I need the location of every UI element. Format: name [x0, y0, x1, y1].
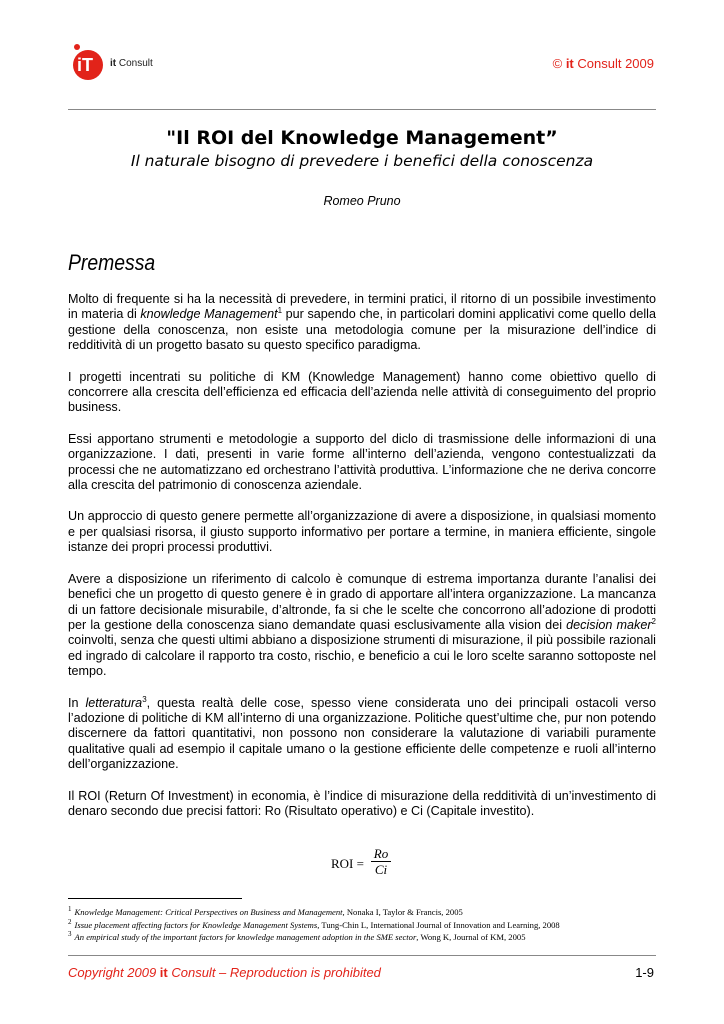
- document-author: Romeo Pruno: [323, 194, 401, 208]
- footnote-ref-2: 2: [651, 616, 656, 626]
- logo-mark: iT: [77, 55, 93, 75]
- footnote-divider: [68, 898, 242, 899]
- p6-emphasis: letteratura: [85, 695, 143, 710]
- formula-numerator: Ro: [371, 846, 391, 862]
- formula-fraction: [371, 846, 391, 878]
- logo-circle: [73, 50, 103, 80]
- paragraph-3: Essi apportano strumenti e metodologie a supporto del diclo di trasmissione delle informazioni di una organizzazione. I dati, presenti in varie forme all’interno dell’azienda, vengono contestualizzati da processi che ne automatizzano ed orchestrano l’attività produttiva. L’informazione che ne deriva concorre alla crescita del patrimonio di conoscenza aziendale.: [68, 431, 656, 493]
- footnote-1: [68, 906, 668, 919]
- p5-text-a: Avere a disposizione un riferimento di calcolo è comunque di estrema importanza durante l’analisi dei benefici che un progetto di questo genere è in grado di apportare all’intera organizzazione. La mancanza di un fattore decisionale misurabile, d’altronde, fa si che le scelte che concorrono all’adozione di prodotti per la gestione della conoscenza siano demandate quasi esclusivamente alla vision dei: [68, 571, 656, 632]
- formula-denominator: Ci: [374, 862, 388, 877]
- header-divider: [68, 109, 656, 110]
- paragraph-7: Il ROI (Return Of Investment) in economia, è l’indice di misurazione della redditività di un’investimento di denaro secondo due precisi fattori: Ro (Risultato operativo) e Ci (Capitale investito).: [68, 788, 656, 818]
- footnote-ref-3: 3: [142, 694, 147, 704]
- footnote-2: [68, 919, 668, 932]
- copyright-rest: Consult 2009: [573, 56, 654, 71]
- p1-text-b: pur sapendo che, in particolari domini applicativi come quello della gestione della conoscenza, non esiste una metodologia comune per la misurazione dell’indice di redditività di un progetto basato su questo specifico paradigma.: [68, 307, 656, 353]
- footnote-3-source: , Wong K, Journal of KM, 2005: [416, 932, 526, 942]
- p1-text-a: Molto di frequente si ha la necessità di prevedere, in termini pratici, il ritorno di un possibile investimento in materia di: [68, 292, 656, 322]
- logo-brand-rest: Consult: [116, 58, 153, 69]
- footnote-2-source: , Tung-Chin L, International Journal of Innovation and Learning, 2008: [317, 919, 560, 930]
- header-copyright: [553, 56, 654, 71]
- logo-brand-bold: it: [110, 58, 117, 69]
- footnote-2-title: Issue placement affecting factors for Knowledge Management Systems: [74, 919, 318, 930]
- paragraph-6: [68, 696, 656, 773]
- logo-dot: [74, 44, 80, 50]
- paragraph-1: [68, 292, 656, 354]
- footnote-3: [68, 931, 668, 944]
- footer-copy-a: Copyright 2009: [68, 965, 160, 980]
- section-title: Premessa: [68, 250, 156, 275]
- it-consult-logo: [70, 44, 170, 84]
- footnote-2-num: 2: [68, 917, 72, 926]
- formula-lhs: ROI =: [331, 856, 364, 871]
- document-subtitle: Il naturale bisogno di prevedere i benefici della conoscenza: [130, 152, 594, 170]
- footer-copyright: [68, 965, 381, 980]
- footnotes: [68, 906, 668, 944]
- footnote-1-num: 1: [68, 905, 72, 914]
- copyright-symbol: ©: [552, 56, 563, 71]
- footnote-3-num: 3: [68, 930, 72, 939]
- footnote-3-title: An empirical study of the important factors for knowledge management adoption in the SME sector: [74, 932, 417, 942]
- copyright-brand-bold: it: [565, 56, 574, 71]
- page-number: 1-9: [635, 965, 654, 980]
- paragraph-4: Un approccio di questo genere permette all’organizzazione di avere a disposizione, in qualsiasi momento e per qualsiasi risorsa, il giusto supporto informativo per portare a termine, in maniera efficiente, singole istanze dei propri processi produttivi.: [68, 509, 656, 555]
- p6-text-b: , questa realtà delle cose, spesso viene considerata uno dei principali ostacoli verso l’adozione di politiche di KM all’interno di una organizzazione. Politiche quest’ultime che, pur non potendo discernere da fattori quantitativi, non possono non considerare la valutazione di variabili puramente qualitative quali ad esempio il capitale umano o la gestione efficiente delle competenze e ruoli all’interno dell’organizzazione.: [68, 695, 656, 772]
- footer-copy-b: Consult – Reproduction is prohibited: [167, 965, 381, 980]
- footnote-1-title: Knowledge Management: Critical Perspectives on Business and Management,: [74, 907, 345, 917]
- footer-brand-bold: it: [159, 965, 168, 980]
- paragraph-2: I progetti incentrati su politiche di KM (Knowledge Management) hanno come obiettivo quello di concorrere alla crescita dell’efficienza ed efficacia dell’azienda nelle attività di conseguimento del proprio business.: [68, 369, 656, 415]
- footnote-ref-1: 1: [277, 306, 283, 316]
- p5-emphasis: decision maker: [566, 617, 652, 632]
- footer-divider: [68, 955, 656, 956]
- body-text: [68, 292, 656, 835]
- p6-text-a: In: [68, 695, 86, 710]
- p5-text-b: coinvolti, senza che questi ultimi abbiano a disposizione strumenti di misurazione, il più possibile razionali ed ingrado di calcolare il rapporto tra costo, rischio, e beneficio a cui le loro scelte saranno sottoposte nel tempo.: [68, 633, 656, 679]
- logo-brand-text: [110, 58, 153, 69]
- footnote-1-source: Nonaka I, Taylor & Francis, 2005: [344, 907, 463, 917]
- document-title: "Il ROI del Knowledge Management”: [166, 127, 558, 149]
- p1-emphasis: knowledge Management: [140, 307, 278, 322]
- paragraph-5: [68, 572, 656, 680]
